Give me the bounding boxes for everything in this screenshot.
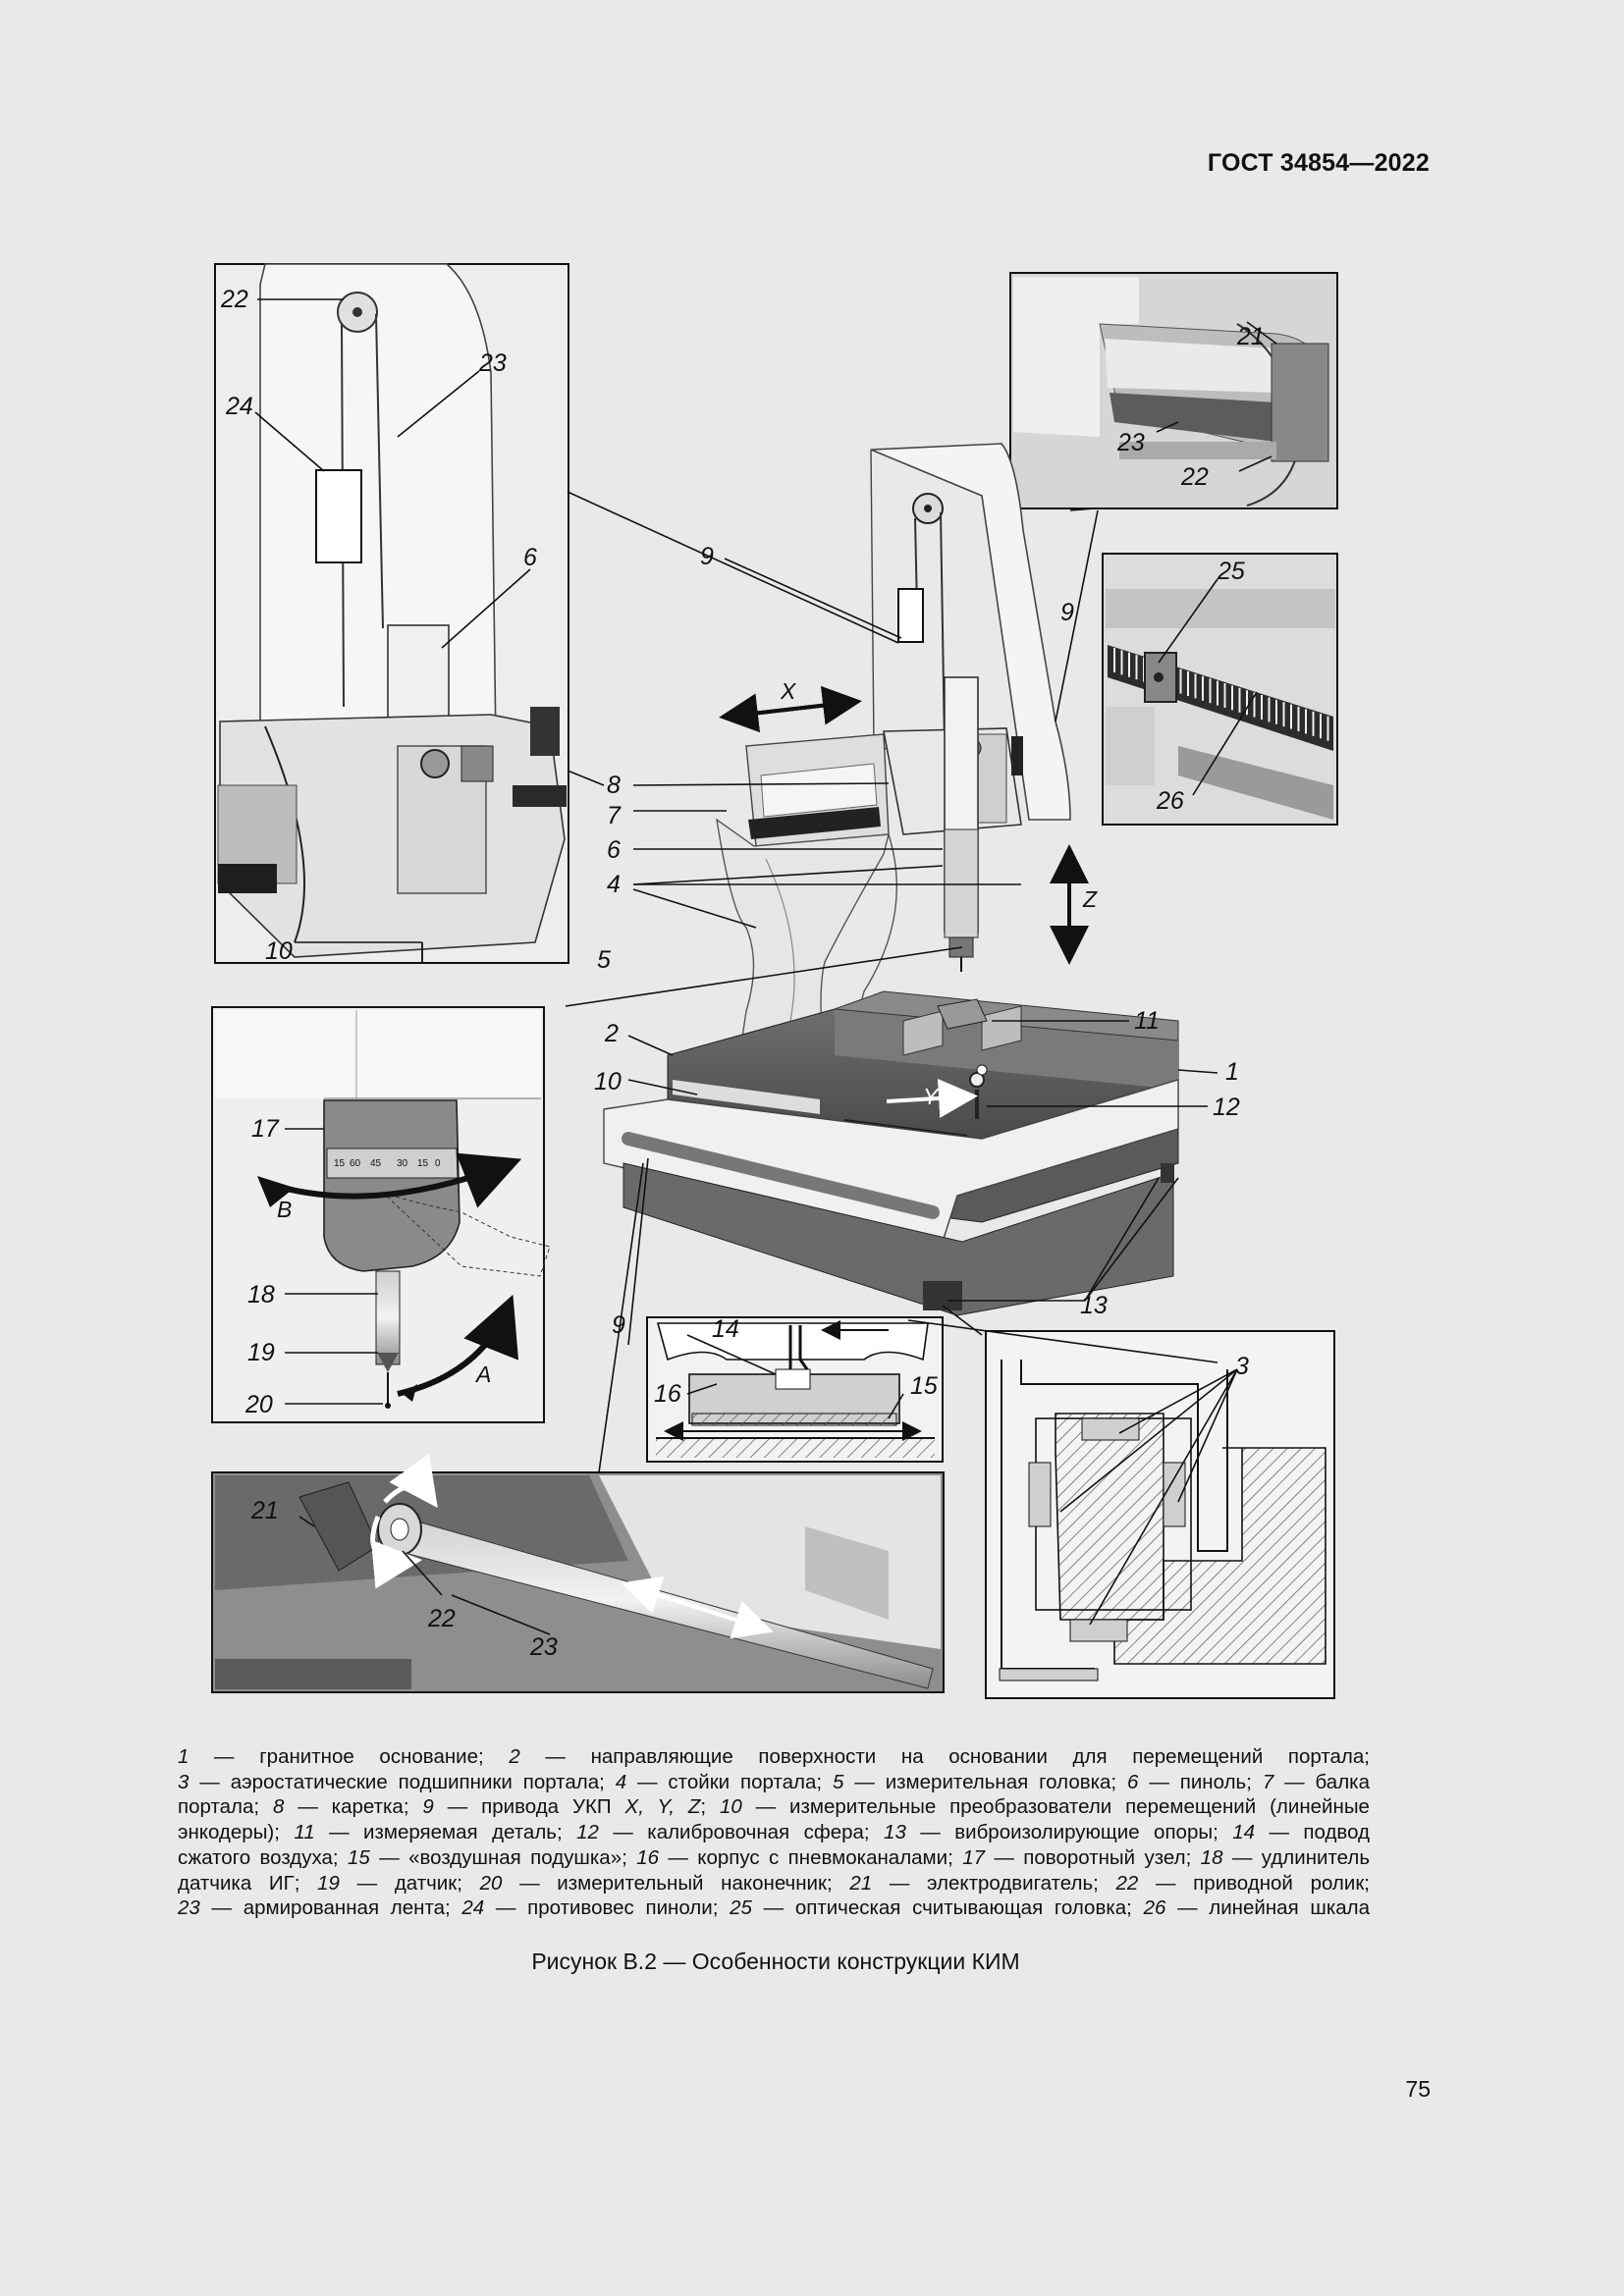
legend-number: 18 [1200,1845,1223,1869]
legend-number: 5 [833,1770,844,1793]
callout-5: 5 [597,946,611,974]
callout-16: 16 [654,1380,681,1408]
callout-8: 8 [607,772,621,799]
legend-text: — датчик; [339,1871,480,1895]
axis-label-y: Y [923,1084,939,1109]
legend-text: — измерительные преобразователи перемещений (линейные [741,1795,1370,1819]
callout-10: 10 [265,937,293,965]
figure-caption: Рисунок В.2 — Особенности конструкции КИМ [531,1949,1020,1974]
callout-9: 9 [700,543,714,570]
legend-number: 17 [962,1845,985,1869]
legend-text: — удлинитель [1222,1845,1370,1869]
legend-number: X, Y, Z [624,1795,701,1819]
legend-number: 26 [1143,1896,1166,1920]
legend-line [178,1770,1370,1795]
legend-text: — каретка; [284,1795,423,1819]
callout-6: 6 [607,836,621,864]
callout-19: 19 [247,1339,275,1366]
callout-3: 3 [1235,1353,1249,1380]
legend-number: 4 [615,1770,627,1793]
legend-number: 1 [178,1745,189,1768]
legend-text: — поворотный узел; [985,1845,1201,1869]
legend-text: сжатого воздуха; [178,1845,349,1869]
legend-line [178,1744,1370,1770]
inset-air-bearing-scheme [647,1317,943,1462]
axis-label-a: A [476,1362,492,1387]
legend-text: датчика ИГ; [178,1871,318,1895]
callout-22: 22 [221,286,248,313]
legend-number: 21 [849,1871,873,1895]
inset-motor-roller [1010,273,1337,508]
callout-11: 11 [1134,1007,1160,1035]
legend-text: — электродвигатель; [872,1871,1116,1895]
legend-number: 7 [1262,1770,1274,1793]
legend-number: 20 [479,1871,503,1895]
legend-number: 14 [1232,1821,1256,1844]
legend-number: 11 [294,1821,315,1844]
legend-number: 22 [1115,1871,1139,1895]
callout-23: 23 [530,1633,558,1661]
legend-text: энкодеры); [178,1821,295,1844]
legend-text: — гранитное основание; [189,1745,510,1768]
callout-18: 18 [247,1281,275,1308]
callout-10: 10 [594,1068,622,1095]
legend-text: — измерительный наконечник; [502,1871,850,1895]
inset-tape-drive [212,1472,944,1692]
page-number: 75 [1405,2076,1431,2102]
legend-text: — измеряемая деталь; [314,1821,577,1844]
legend-number: 13 [884,1821,906,1844]
legend-line [178,1794,1370,1820]
callout-22: 22 [1181,463,1209,491]
callout-7: 7 [607,802,621,829]
callout-21: 21 [1237,323,1265,350]
legend-text: — противовес пиноли; [484,1896,731,1920]
svg-text:15: 15 [417,1158,429,1169]
callout-13: 13 [1080,1292,1108,1319]
callout-9: 9 [1060,599,1074,626]
document-header: ГОСТ 34854—2022 [1207,149,1430,177]
callout-17: 17 [251,1115,279,1143]
legend-text: — пиноль; [1138,1770,1263,1793]
legend-text: — армированная лента; [199,1896,462,1920]
legend-line [178,1845,1370,1871]
axis-label-x: X [781,678,796,704]
legend-number: 8 [272,1795,285,1819]
legend-text: — виброизолирующие опоры; [905,1821,1233,1844]
legend-number: 9 [422,1795,434,1819]
inset-column-drive [215,264,568,963]
figure-legend [178,1744,1370,1921]
legend-text: — привода УКП [433,1795,625,1819]
legend-line [178,1820,1370,1845]
main-cmm-drawing [604,444,1178,1315]
legend-number: 19 [317,1871,340,1895]
legend-text: — стойки портала; [626,1770,833,1793]
callout-15: 15 [910,1372,938,1400]
legend-line [178,1896,1370,1921]
legend-text: — балка [1273,1770,1370,1793]
legend-number: 6 [1127,1770,1139,1793]
callout-26: 26 [1157,787,1184,815]
legend-number: 12 [576,1821,599,1844]
callout-14: 14 [712,1315,739,1343]
callout-2: 2 [605,1020,619,1047]
axis-label-z: Z [1083,886,1098,912]
legend-number: 23 [178,1896,200,1920]
legend-number: 10 [719,1795,742,1819]
legend-text: — линейная шкала [1165,1896,1371,1920]
callout-23: 23 [1117,429,1145,456]
legend-text: — корпус с пневмоканалами; [659,1845,963,1869]
callout-25: 25 [1218,558,1245,585]
callout-22: 22 [428,1605,456,1632]
legend-text: — измерительная головка; [843,1770,1128,1793]
svg-text:30: 30 [397,1158,408,1169]
svg-text:45: 45 [370,1158,382,1169]
legend-text: — «воздушная подушка»; [369,1845,637,1869]
legend-text: — аэростатические подшипники портала; [189,1770,616,1793]
legend-number: 24 [461,1896,485,1920]
svg-text:60: 60 [350,1158,361,1169]
legend-number: 16 [636,1845,659,1869]
svg-text:15: 15 [334,1158,346,1169]
callout-1: 1 [1225,1058,1239,1086]
legend-text: — оптическая считывающая головка; [751,1896,1144,1920]
callout-21: 21 [251,1497,279,1524]
axis-label-b: B [277,1197,293,1222]
svg-text:0: 0 [435,1158,441,1169]
legend-number: 15 [348,1845,370,1869]
legend-text: — калибровочная сфера; [598,1821,885,1844]
legend-text: портала; [178,1795,273,1819]
callout-24: 24 [226,393,253,420]
legend-line [178,1871,1370,1896]
inset-bearing-section [986,1331,1334,1698]
legend-number: 3 [178,1770,189,1793]
inset-linear-scale [1103,554,1337,825]
legend-text: — направляющие поверхности на основании для перемещений портала; [519,1745,1370,1768]
callout-4: 4 [607,871,621,898]
callout-23: 23 [479,349,507,377]
legend-number: 25 [730,1896,752,1920]
callout-9: 9 [612,1311,625,1339]
callout-20: 20 [245,1391,273,1418]
legend-text: ; [700,1795,720,1819]
callout-12: 12 [1213,1094,1240,1121]
legend-text: — приводной ролик; [1138,1871,1370,1895]
callout-6: 6 [523,544,537,571]
legend-text: — подвод [1255,1821,1370,1844]
legend-number: 2 [509,1745,520,1768]
